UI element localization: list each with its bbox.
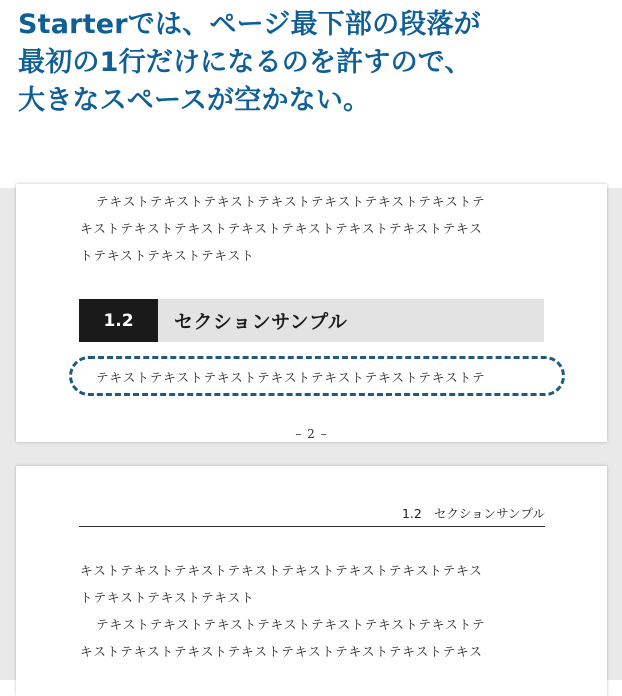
page-preview-area[interactable]: [0, 188, 622, 680]
section-heading: [79, 299, 544, 342]
body-line: トテキストテキストテキスト: [80, 590, 255, 605]
section-title: セクションサンプル: [174, 311, 348, 333]
headline-line-2: 最初の1行だけになるのを許すので、: [18, 47, 472, 78]
page-2-body-paragraph: [80, 557, 550, 665]
body-line: トテキストテキストテキスト: [80, 248, 255, 263]
section-number: 1.2: [79, 299, 158, 342]
body-line: テキストテキストテキストテキストテキストテキストテキストテ: [96, 194, 486, 209]
body-line: キストテキストテキストテキストテキストテキストテキストテキス: [80, 563, 483, 578]
running-header-number: 1.2: [401, 506, 422, 521]
widow-line-text: テキストテキストテキストテキストテキストテキストテキストテ: [96, 370, 486, 385]
running-header-title: セクションサンプル: [433, 506, 545, 521]
page-2-sheet: [16, 184, 607, 442]
page-3-sheet: [16, 466, 607, 696]
header-rule: [79, 526, 545, 527]
page-1-body-paragraph: [80, 188, 550, 269]
body-line: キストテキストテキストテキストテキストテキストテキストテキス: [80, 221, 483, 236]
body-line: テキストテキストテキストテキストテキストテキストテキストテ: [96, 617, 486, 632]
running-header: [402, 504, 545, 522]
page-number: – 2 –: [295, 427, 328, 441]
headline: [18, 6, 618, 120]
headline-line-1: Starterでは、ページ最下部の段落が: [18, 9, 481, 40]
body-line: キストテキストテキストテキストテキストテキストテキストテキス: [80, 644, 483, 659]
headline-line-3: 大きなスペースが空かない。: [18, 85, 371, 116]
